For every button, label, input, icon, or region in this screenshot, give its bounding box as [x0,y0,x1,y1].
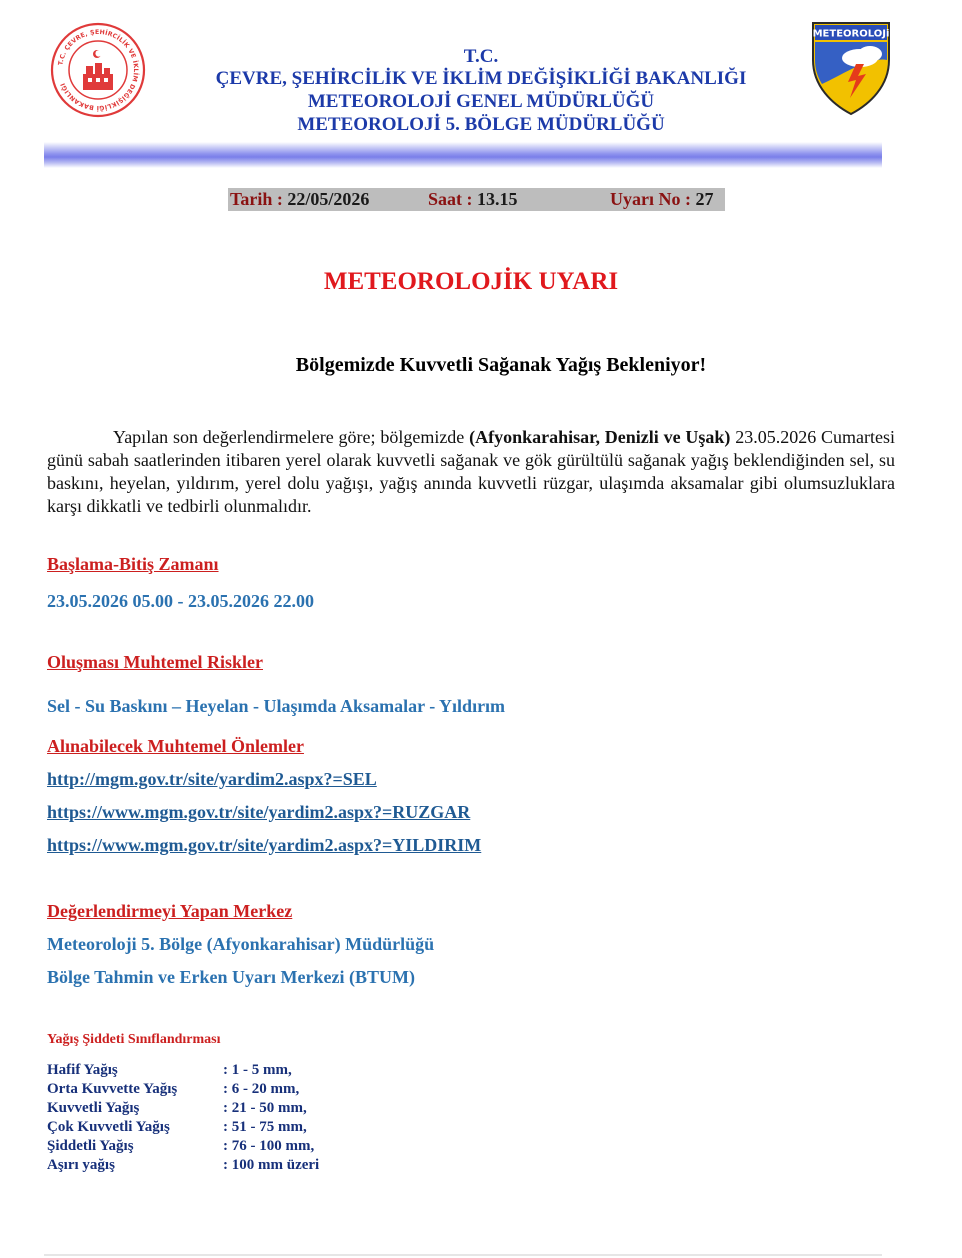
date-value: 22/05/2026 [287,189,370,209]
rain-row [47,1080,447,1099]
body-part-2: 23.05.2026 Cumartesi günü sabah saatlerinden itibaren yerel olarak kuvvetli sağanak ve gök gürültülü sağanak yağış beklendiğinden sel, su baskını, heyelan, yıldırım, yerel dolu yağışı, yağış anında kuvvetli rüzgar, ulaşımda aksamalar gibi olumsuzluklara karşı dikkatli ve tedbirli olunmalıdır. [47,427,895,516]
svg-text:METEOROLOJi: METEOROLOJi [812,28,890,40]
section-measures-heading: Alınabilecek Muhtemel Önlemler [47,736,304,756]
header-general-directorate: METEOROLOJİ GENEL MÜDÜRLÜĞÜ [307,91,655,112]
rain-value: : 6 - 20 mm, [223,1081,300,1097]
rain-label: Kuvvetli Yağış [47,1100,140,1116]
footer-divider [44,1254,882,1256]
rain-row [47,1099,447,1118]
header-tc: T.C. [463,46,499,67]
warning-number-value: 27 [695,189,714,209]
time-value: 13.15 [477,189,518,209]
section-center-line-2: Bölge Tahmin ve Erken Uyarı Merkezi (BTUM) [47,967,415,987]
rain-row [47,1156,447,1175]
rain-label: Çok Kuvvetli Yağış [47,1119,170,1135]
section-risks-value: Sel - Su Baskını – Heyelan - Ulaşımda Aksamalar - Yıldırım [47,696,506,716]
section-time-value: 23.05.2026 05.00 - 23.05.2026 22.00 [47,591,314,611]
link-yildirim[interactable]: https://www.mgm.gov.tr/site/yardim2.aspx?=YILDIRIM [47,835,482,855]
rain-value: : 51 - 75 mm, [223,1119,307,1135]
link-ruzgar[interactable]: https://www.mgm.gov.tr/site/yardim2.aspx?=RUZGAR [47,802,471,822]
info-time [428,188,518,211]
rain-value: : 76 - 100 mm, [223,1138,315,1154]
info-date [230,188,369,211]
rain-label: Hafif Yağış [47,1062,118,1078]
svg-text:T.C. ÇEVRE, ŞEHİRCİLİK VE İKLİ: T.C. ÇEVRE, ŞEHİRCİLİK VE İKLİM DEĞİŞİKLİĞİ BAKANLIĞI [57,28,140,112]
body-part-1: Yapılan son değerlendirmelere göre; bölgemizde [113,427,470,447]
rain-label: Orta Kuvvette Yağış [47,1081,178,1097]
warning-body-text [47,426,895,518]
rain-label: Şiddetli Yağış [47,1138,134,1154]
section-risks-heading: Oluşması Muhtemel Riskler [47,652,263,672]
rain-row [47,1118,447,1137]
rain-value: : 1 - 5 mm, [223,1062,292,1078]
section-time-heading: Başlama-Bitiş Zamanı [47,554,219,574]
header-regional-directorate: METEOROLOJİ 5. BÖLGE MÜDÜRLÜĞÜ [297,114,665,135]
body-regions: (Afyonkarahisar, Denizli ve Uşak) [469,427,731,447]
header-divider-bar [44,142,882,168]
warning-number-label: Uyarı No : [610,189,691,209]
section-center-line-1: Meteoroloji 5. Bölge (Afyonkarahisar) Müdürlüğü [47,934,435,954]
rain-label: Aşırı yağış [47,1157,115,1173]
rain-row [47,1061,447,1080]
info-warning-number [610,188,713,211]
rain-value: : 21 - 50 mm, [223,1100,307,1116]
rain-classification-title: Yağış Şiddeti Sınıflandırması [47,1032,221,1047]
link-sel[interactable]: http://mgm.gov.tr/site/yardim2.aspx?=SEL [47,769,377,789]
page-title: METEOROLOJİK UYARI [323,268,619,295]
header-ministry: ÇEVRE, ŞEHİRCİLİK VE İKLİM DEĞİŞİKLİĞİ BAKANLIĞI [215,68,747,89]
rain-row [47,1137,447,1156]
rain-value: : 100 mm üzeri [223,1157,320,1173]
section-center-heading: Değerlendirmeyi Yapan Merkez [47,901,293,921]
date-label: Tarih : [230,189,283,209]
time-label: Saat : [428,189,473,209]
page-subtitle: Bölgemizde Kuvvetli Sağanak Yağış Bekleniyor! [295,354,707,376]
